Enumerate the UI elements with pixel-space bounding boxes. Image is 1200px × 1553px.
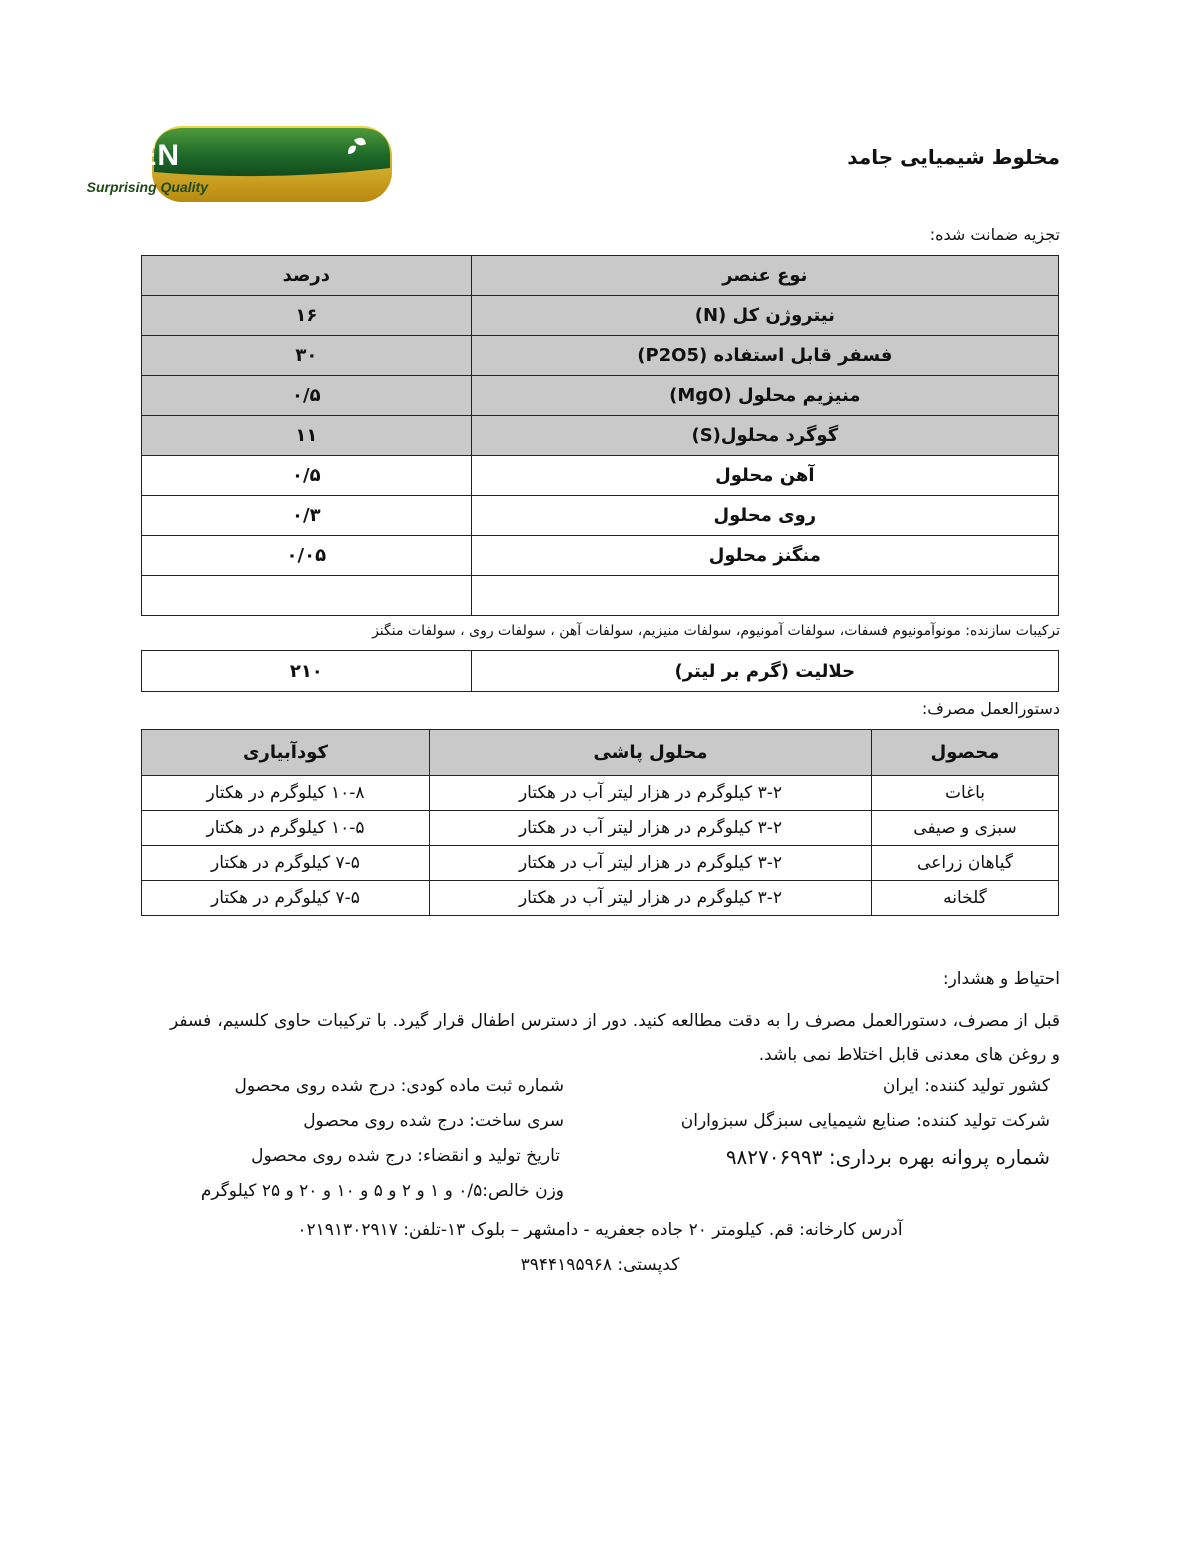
element-cell: گوگرد محلول(S)	[471, 416, 1058, 456]
warnings-title: احتیاط و هشدار:	[942, 969, 1060, 989]
logo-brand: XGREEN	[47, 139, 180, 172]
page-title: مخلوط شیمیایی جامد	[847, 145, 1060, 169]
table-row	[142, 336, 1059, 376]
product-cell: گیاهان زراعی	[872, 846, 1059, 881]
element-cell: نیتروژن کل (N)	[471, 296, 1058, 336]
table-row	[142, 296, 1059, 336]
usage-table	[141, 729, 1059, 916]
table-row	[142, 776, 1059, 811]
percent-cell: ۳۰	[142, 336, 472, 376]
country-info: کشور تولید کننده: ایران	[882, 1076, 1050, 1096]
table-row	[142, 376, 1059, 416]
dates-info: تاریخ تولید و انقضاء: درج شده روی محصول	[251, 1146, 560, 1166]
product-cell: گلخانه	[872, 881, 1059, 916]
header-product: محصول	[872, 730, 1059, 776]
header-fertigation: کودآبیاری	[142, 730, 430, 776]
warnings-text: قبل از مصرف، دستورالعمل مصرف را به دقت مطالعه کنید. دور از دسترس اطفال قرار گیرد. با ترکیبات حاوی کلسیم، فسفر و روغن های معدنی قابل اختلاط نمی باشد.	[170, 1011, 1060, 1065]
spray-cell: ۳-۲ کیلوگرم در هزار لیتر آب در هکتار	[430, 811, 872, 846]
header-percent: درصد	[142, 256, 472, 296]
element-cell: روی محلول	[471, 496, 1058, 536]
empty-cell	[471, 576, 1058, 616]
table-row	[142, 536, 1059, 576]
net-weight-info: وزن خالص:۰/۵ و ۱ و ۲ و ۵ و ۱۰ و ۲۰ و ۲۵ کیلوگرم	[200, 1181, 564, 1201]
table-row	[142, 846, 1059, 881]
percent-cell: ۰/۵	[142, 456, 472, 496]
fertigation-cell: ۷-۵ کیلوگرم در هکتار	[142, 881, 430, 916]
fertigation-cell: ۱۰-۵ کیلوگرم در هکتار	[142, 811, 430, 846]
element-cell: آهن محلول	[471, 456, 1058, 496]
usage-caption: دستورالعمل مصرف:	[921, 699, 1060, 718]
product-cell: سبزی و صیفی	[872, 811, 1059, 846]
postal-code: کدپستی: ۳۹۴۴۱۹۵۹۶۸	[520, 1255, 680, 1275]
table-row	[142, 881, 1059, 916]
percent-cell: ۰/۵	[142, 376, 472, 416]
header-element: نوع عنصر	[471, 256, 1058, 296]
percent-cell: ۱۶	[142, 296, 472, 336]
table-header-row	[142, 256, 1059, 296]
table-row	[142, 416, 1059, 456]
spray-cell: ۳-۲ کیلوگرم در هزار لیتر آب در هکتار	[430, 881, 872, 916]
logo-graphic	[47, 124, 394, 204]
fertigation-cell: ۱۰-۸ کیلوگرم در هکتار	[142, 776, 430, 811]
logo-tagline: Surprising Quality	[86, 179, 208, 195]
fertigation-cell: ۷-۵ کیلوگرم در هکتار	[142, 846, 430, 881]
element-cell: منگنز محلول	[471, 536, 1058, 576]
element-cell: فسفر قابل استفاده (P2O5)	[471, 336, 1058, 376]
solubility-label: حلالیت (گرم بر لیتر)	[471, 651, 1058, 692]
table-row	[142, 811, 1059, 846]
table-row	[142, 456, 1059, 496]
spray-cell: ۳-۲ کیلوگرم در هزار لیتر آب در هکتار	[430, 846, 872, 881]
table-row-empty	[142, 576, 1059, 616]
percent-cell: ۰/۰۵	[142, 536, 472, 576]
analysis-table	[141, 255, 1059, 616]
table-row	[142, 496, 1059, 536]
spray-cell: ۳-۲ کیلوگرم در هزار لیتر آب در هکتار	[430, 776, 872, 811]
license-info: شماره پروانه بهره برداری: ۹۸۲۷۰۶۹۹۳	[725, 1145, 1050, 1169]
header-spray: محلول پاشی	[430, 730, 872, 776]
company-info: شرکت تولید کننده: صنایع شیمیایی سبزگل سبزواران	[680, 1111, 1050, 1131]
composition-text: ترکیبات سازنده: مونوآمونیوم فسفات، سولفات آمونیوم، سولفات منیزیم، سولفات آهن ، سولفات روی ، سولفات منگنز	[372, 623, 1060, 639]
factory-address: آدرس کارخانه: قم. کیلومتر ۲۰ جاده جعفریه - دامشهر – بلوک ۱۳-تلفن: ۰۲۱۹۱۳۰۲۹۱۷	[297, 1220, 903, 1240]
xgreen-logo	[47, 124, 394, 204]
product-cell: باغات	[872, 776, 1059, 811]
table-row	[142, 651, 1059, 692]
solubility-table	[141, 650, 1059, 692]
table-header-row	[142, 730, 1059, 776]
percent-cell: ۰/۳	[142, 496, 472, 536]
percent-cell: ۱۱	[142, 416, 472, 456]
element-cell: منیزیم محلول (MgO)	[471, 376, 1058, 416]
analysis-caption: تجزیه ضمانت شده:	[929, 225, 1060, 244]
batch-info: سری ساخت: درج شده روی محصول	[303, 1111, 564, 1131]
empty-cell	[142, 576, 472, 616]
solubility-value: ۲۱۰	[142, 651, 472, 692]
registration-info: شماره ثبت ماده کودی: درج شده روی محصول	[234, 1076, 564, 1096]
